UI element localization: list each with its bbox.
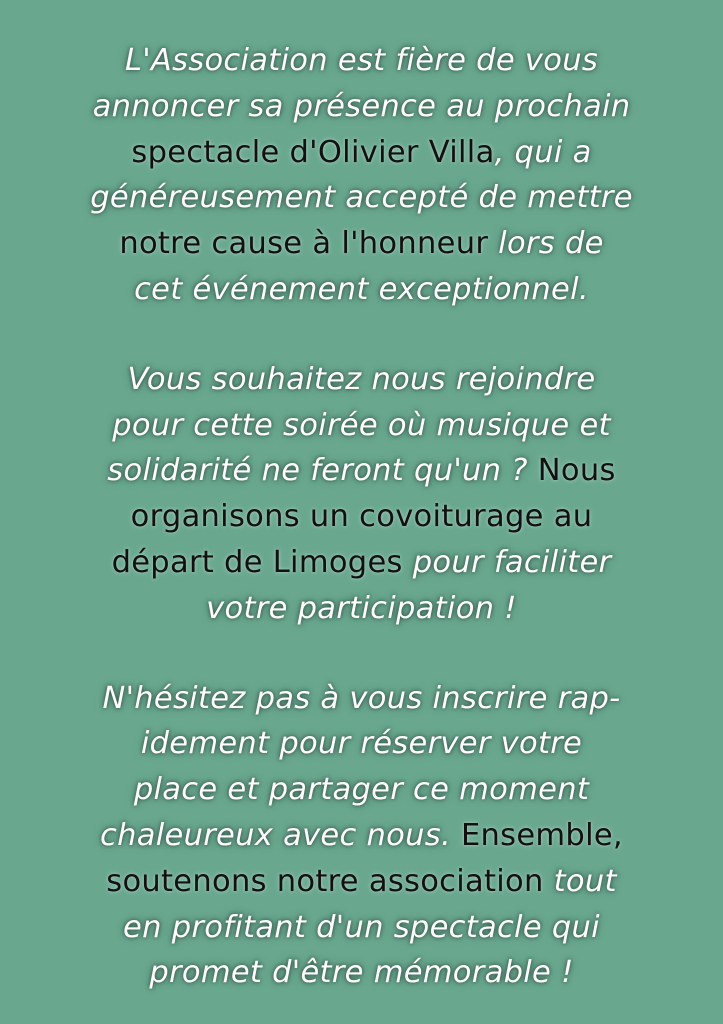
- body-text: solidarité ne feront qu'un ?: [107, 453, 538, 489]
- body-text: en profitant d'un spectacle qui: [123, 909, 600, 945]
- text-line: [17, 676, 707, 722]
- text-line: [17, 767, 707, 813]
- body-text: lors de: [488, 226, 604, 262]
- text-line: [17, 905, 707, 951]
- body-text: promet d'être mémorable !: [149, 955, 574, 991]
- highlighted-text: départ de Limoges: [111, 544, 403, 580]
- highlighted-text: soutenons notre association: [106, 863, 544, 899]
- text-line: [17, 130, 707, 176]
- text-line: [17, 494, 707, 540]
- body-text: Vous souhaitez nous rejoindre: [127, 361, 596, 397]
- body-text: annoncer sa présence au prochain: [92, 88, 631, 124]
- body-text: place et partager ce moment: [133, 772, 590, 808]
- text-line: [17, 950, 707, 996]
- highlighted-text: Ensemble,: [460, 817, 623, 853]
- text-line: [17, 859, 707, 905]
- text-line: [17, 84, 707, 130]
- highlighted-text: Nous: [537, 453, 616, 489]
- text-line: [17, 38, 707, 84]
- text-line: [17, 721, 707, 767]
- text-line: [17, 267, 707, 313]
- text-line: [17, 403, 707, 449]
- paragraph-registration: [17, 676, 707, 997]
- text-line: [17, 175, 707, 221]
- body-text: idement pour réserver votre: [140, 726, 583, 762]
- body-text: généreusement accepté de mettre: [90, 180, 633, 216]
- body-text: pour cette soirée où musique et: [112, 407, 611, 443]
- body-text: tout: [543, 863, 617, 899]
- text-line: [17, 813, 707, 859]
- body-text: votre participation !: [206, 590, 517, 626]
- text-line: [17, 586, 707, 632]
- body-text: pour faciliter: [402, 544, 612, 580]
- body-text: chaleureux avec nous.: [100, 817, 461, 853]
- highlighted-text: spectacle d'Olivier Villa: [131, 134, 495, 170]
- paragraph-carpool: [17, 357, 707, 632]
- paragraph-announcement: [17, 38, 707, 313]
- text-line: [17, 448, 707, 494]
- body-text: N'hésitez pas à vous inscrire rap-: [102, 680, 621, 716]
- body-text: L'Association est fière de vous: [124, 43, 599, 78]
- text-line: [17, 540, 707, 586]
- text-line: [17, 357, 707, 403]
- body-text: cet événement exceptionnel.: [134, 271, 589, 307]
- highlighted-text: organisons un covoiturage au: [130, 499, 593, 535]
- text-line: [17, 221, 707, 267]
- body-text: , qui a: [494, 134, 592, 170]
- highlighted-text: notre cause à l'honneur: [119, 226, 489, 262]
